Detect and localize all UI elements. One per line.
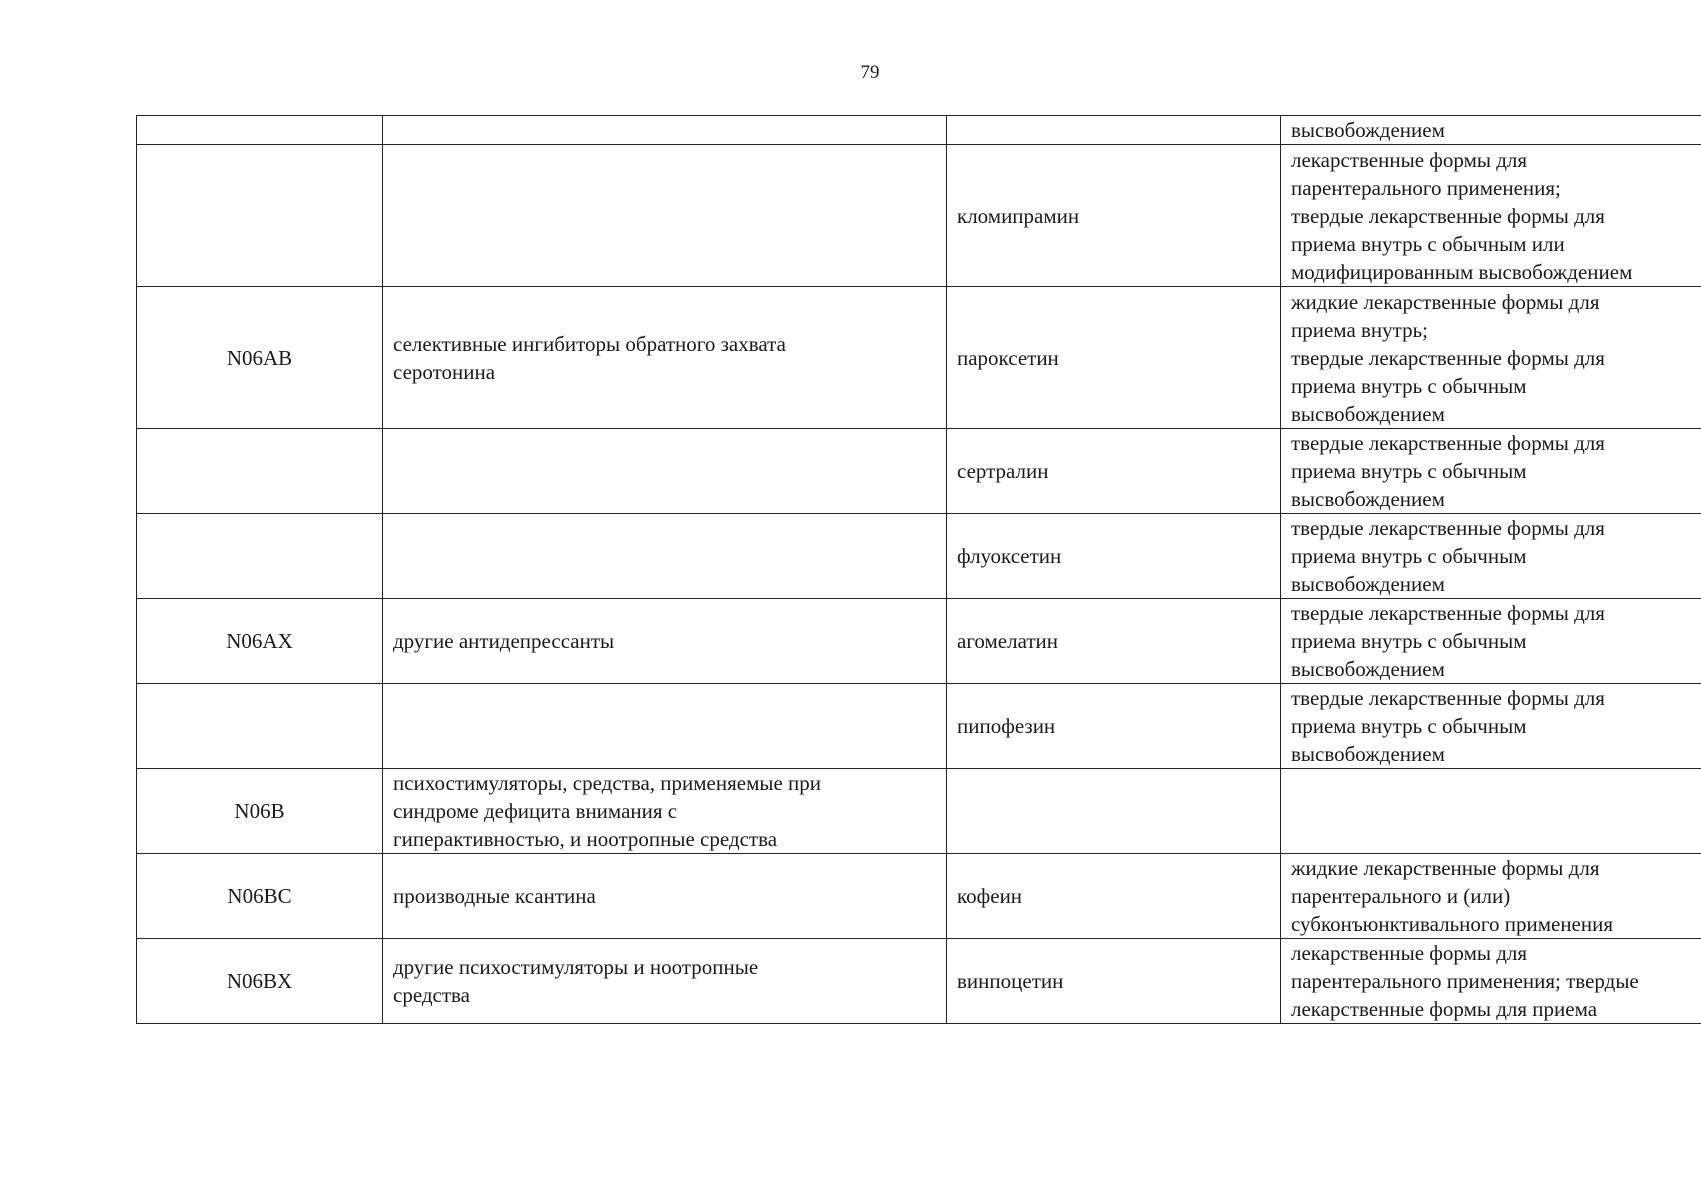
group-cell bbox=[383, 769, 947, 854]
dosage-form-line: твердые лекарственные формы для bbox=[1291, 203, 1605, 228]
drug-name-cell: пипофезин bbox=[947, 684, 1281, 769]
group-line: серотонина bbox=[393, 359, 496, 384]
dosage-form-line: высвобождением bbox=[1291, 118, 1445, 142]
dosage-form-line: лекарственные формы для bbox=[1291, 147, 1528, 172]
atc-code-cell: N06B bbox=[137, 769, 383, 854]
group-cell bbox=[383, 145, 947, 287]
dosage-form-line: твердые лекарственные формы для bbox=[1291, 431, 1605, 455]
dosage-form-line: твердые лекарственные формы для bbox=[1291, 345, 1605, 370]
group-cell bbox=[383, 514, 947, 599]
dosage-form-line: приема внутрь с обычным bbox=[1291, 373, 1527, 398]
dosage-form-line: твердые лекарственные формы для bbox=[1291, 516, 1605, 540]
group-line: другие антидепрессанты bbox=[393, 629, 615, 653]
dosage-form-cell bbox=[1281, 116, 1701, 145]
dosage-form-line: приема внутрь с обычным bbox=[1291, 459, 1527, 483]
group-line: производные ксантина bbox=[393, 884, 596, 908]
dosage-form-line: твердые лекарственные формы для bbox=[1291, 686, 1605, 710]
table-row bbox=[137, 684, 1701, 769]
table-row bbox=[137, 429, 1701, 514]
atc-code-cell: N06BC bbox=[137, 854, 383, 939]
dosage-form-line: высвобождением bbox=[1291, 742, 1445, 766]
table-row bbox=[137, 769, 1701, 854]
table-row bbox=[137, 116, 1701, 145]
group-line: селективные ингибиторы обратного захвата bbox=[393, 331, 786, 356]
drug-name-cell: агомелатин bbox=[947, 599, 1281, 684]
dosage-form-cell bbox=[1281, 429, 1701, 514]
dosage-form-line: жидкие лекарственные формы для bbox=[1291, 289, 1600, 314]
table-row bbox=[137, 514, 1701, 599]
dosage-form-cell bbox=[1281, 939, 1701, 1024]
atc-code-cell bbox=[137, 116, 383, 145]
group-cell bbox=[383, 939, 947, 1024]
atc-code-cell bbox=[137, 429, 383, 514]
dosage-form-line: лекарственные формы для приема bbox=[1291, 997, 1598, 1021]
group-line: другие психостимуляторы и ноотропные bbox=[393, 955, 759, 979]
drug-name-cell: флуоксетин bbox=[947, 514, 1281, 599]
table-row bbox=[137, 939, 1701, 1024]
dosage-form-line: высвобождением bbox=[1291, 487, 1445, 511]
dosage-form-line: парентерального и (или) bbox=[1291, 884, 1511, 908]
drug-name-cell: сертралин bbox=[947, 429, 1281, 514]
group-cell bbox=[383, 684, 947, 769]
dosage-form-line: модифицированным высвобождением bbox=[1291, 259, 1633, 284]
group-line: психостимуляторы, средства, применяемые при bbox=[393, 771, 822, 795]
dosage-form-cell bbox=[1281, 514, 1701, 599]
group-line: синдроме дефицита внимания с bbox=[393, 799, 678, 823]
atc-code-cell bbox=[137, 145, 383, 287]
drug-name-cell: кофеин bbox=[947, 854, 1281, 939]
atc-code-cell: N06AX bbox=[137, 599, 383, 684]
dosage-form-line: лекарственные формы для bbox=[1291, 941, 1528, 965]
atc-code-cell: N06BX bbox=[137, 939, 383, 1024]
group-cell bbox=[383, 287, 947, 429]
atc-code-cell: N06AB bbox=[137, 287, 383, 429]
table-row bbox=[137, 287, 1701, 429]
dosage-form-cell bbox=[1281, 145, 1701, 287]
dosage-form-line: приема внутрь с обычным bbox=[1291, 629, 1527, 653]
drug-name-cell: винпоцетин bbox=[947, 939, 1281, 1024]
dosage-form-line: высвобождением bbox=[1291, 401, 1445, 426]
dosage-form-cell bbox=[1281, 684, 1701, 769]
dosage-form-line: жидкие лекарственные формы для bbox=[1291, 856, 1600, 880]
dosage-form-line: парентерального применения; твердые bbox=[1291, 969, 1639, 993]
dosage-form-line: приема внутрь; bbox=[1291, 317, 1429, 342]
group-line: средства bbox=[393, 983, 471, 1007]
atc-code-cell bbox=[137, 514, 383, 599]
drug-list-table bbox=[136, 115, 1701, 1024]
dosage-form-line: субконъюнктивального применения bbox=[1291, 912, 1614, 936]
dosage-form-cell bbox=[1281, 599, 1701, 684]
drug-name-cell: кломипрамин bbox=[947, 145, 1281, 287]
dosage-form-cell bbox=[1281, 287, 1701, 429]
group-cell bbox=[383, 599, 947, 684]
group-cell bbox=[383, 854, 947, 939]
atc-code-cell bbox=[137, 684, 383, 769]
dosage-form-line: парентерального применения; bbox=[1291, 175, 1561, 200]
dosage-form-line: приема внутрь с обычным bbox=[1291, 714, 1527, 738]
page-number: 79 bbox=[860, 62, 880, 83]
dosage-form-line: приема внутрь с обычным bbox=[1291, 544, 1527, 568]
dosage-form-cell bbox=[1281, 854, 1701, 939]
group-cell bbox=[383, 429, 947, 514]
dosage-form-line: высвобождением bbox=[1291, 657, 1445, 681]
table-row bbox=[137, 145, 1701, 287]
drug-name-cell bbox=[947, 769, 1281, 854]
dosage-form-cell bbox=[1281, 769, 1701, 854]
table-row bbox=[137, 854, 1701, 939]
table-row bbox=[137, 599, 1701, 684]
group-line: гиперактивностью, и ноотропные средства bbox=[393, 827, 778, 851]
dosage-form-line: высвобождением bbox=[1291, 572, 1445, 596]
group-cell bbox=[383, 116, 947, 145]
dosage-form-line: приема внутрь с обычным или bbox=[1291, 231, 1565, 256]
drug-name-cell bbox=[947, 116, 1281, 145]
drug-name-cell: пароксетин bbox=[947, 287, 1281, 429]
dosage-form-line: твердые лекарственные формы для bbox=[1291, 601, 1605, 625]
